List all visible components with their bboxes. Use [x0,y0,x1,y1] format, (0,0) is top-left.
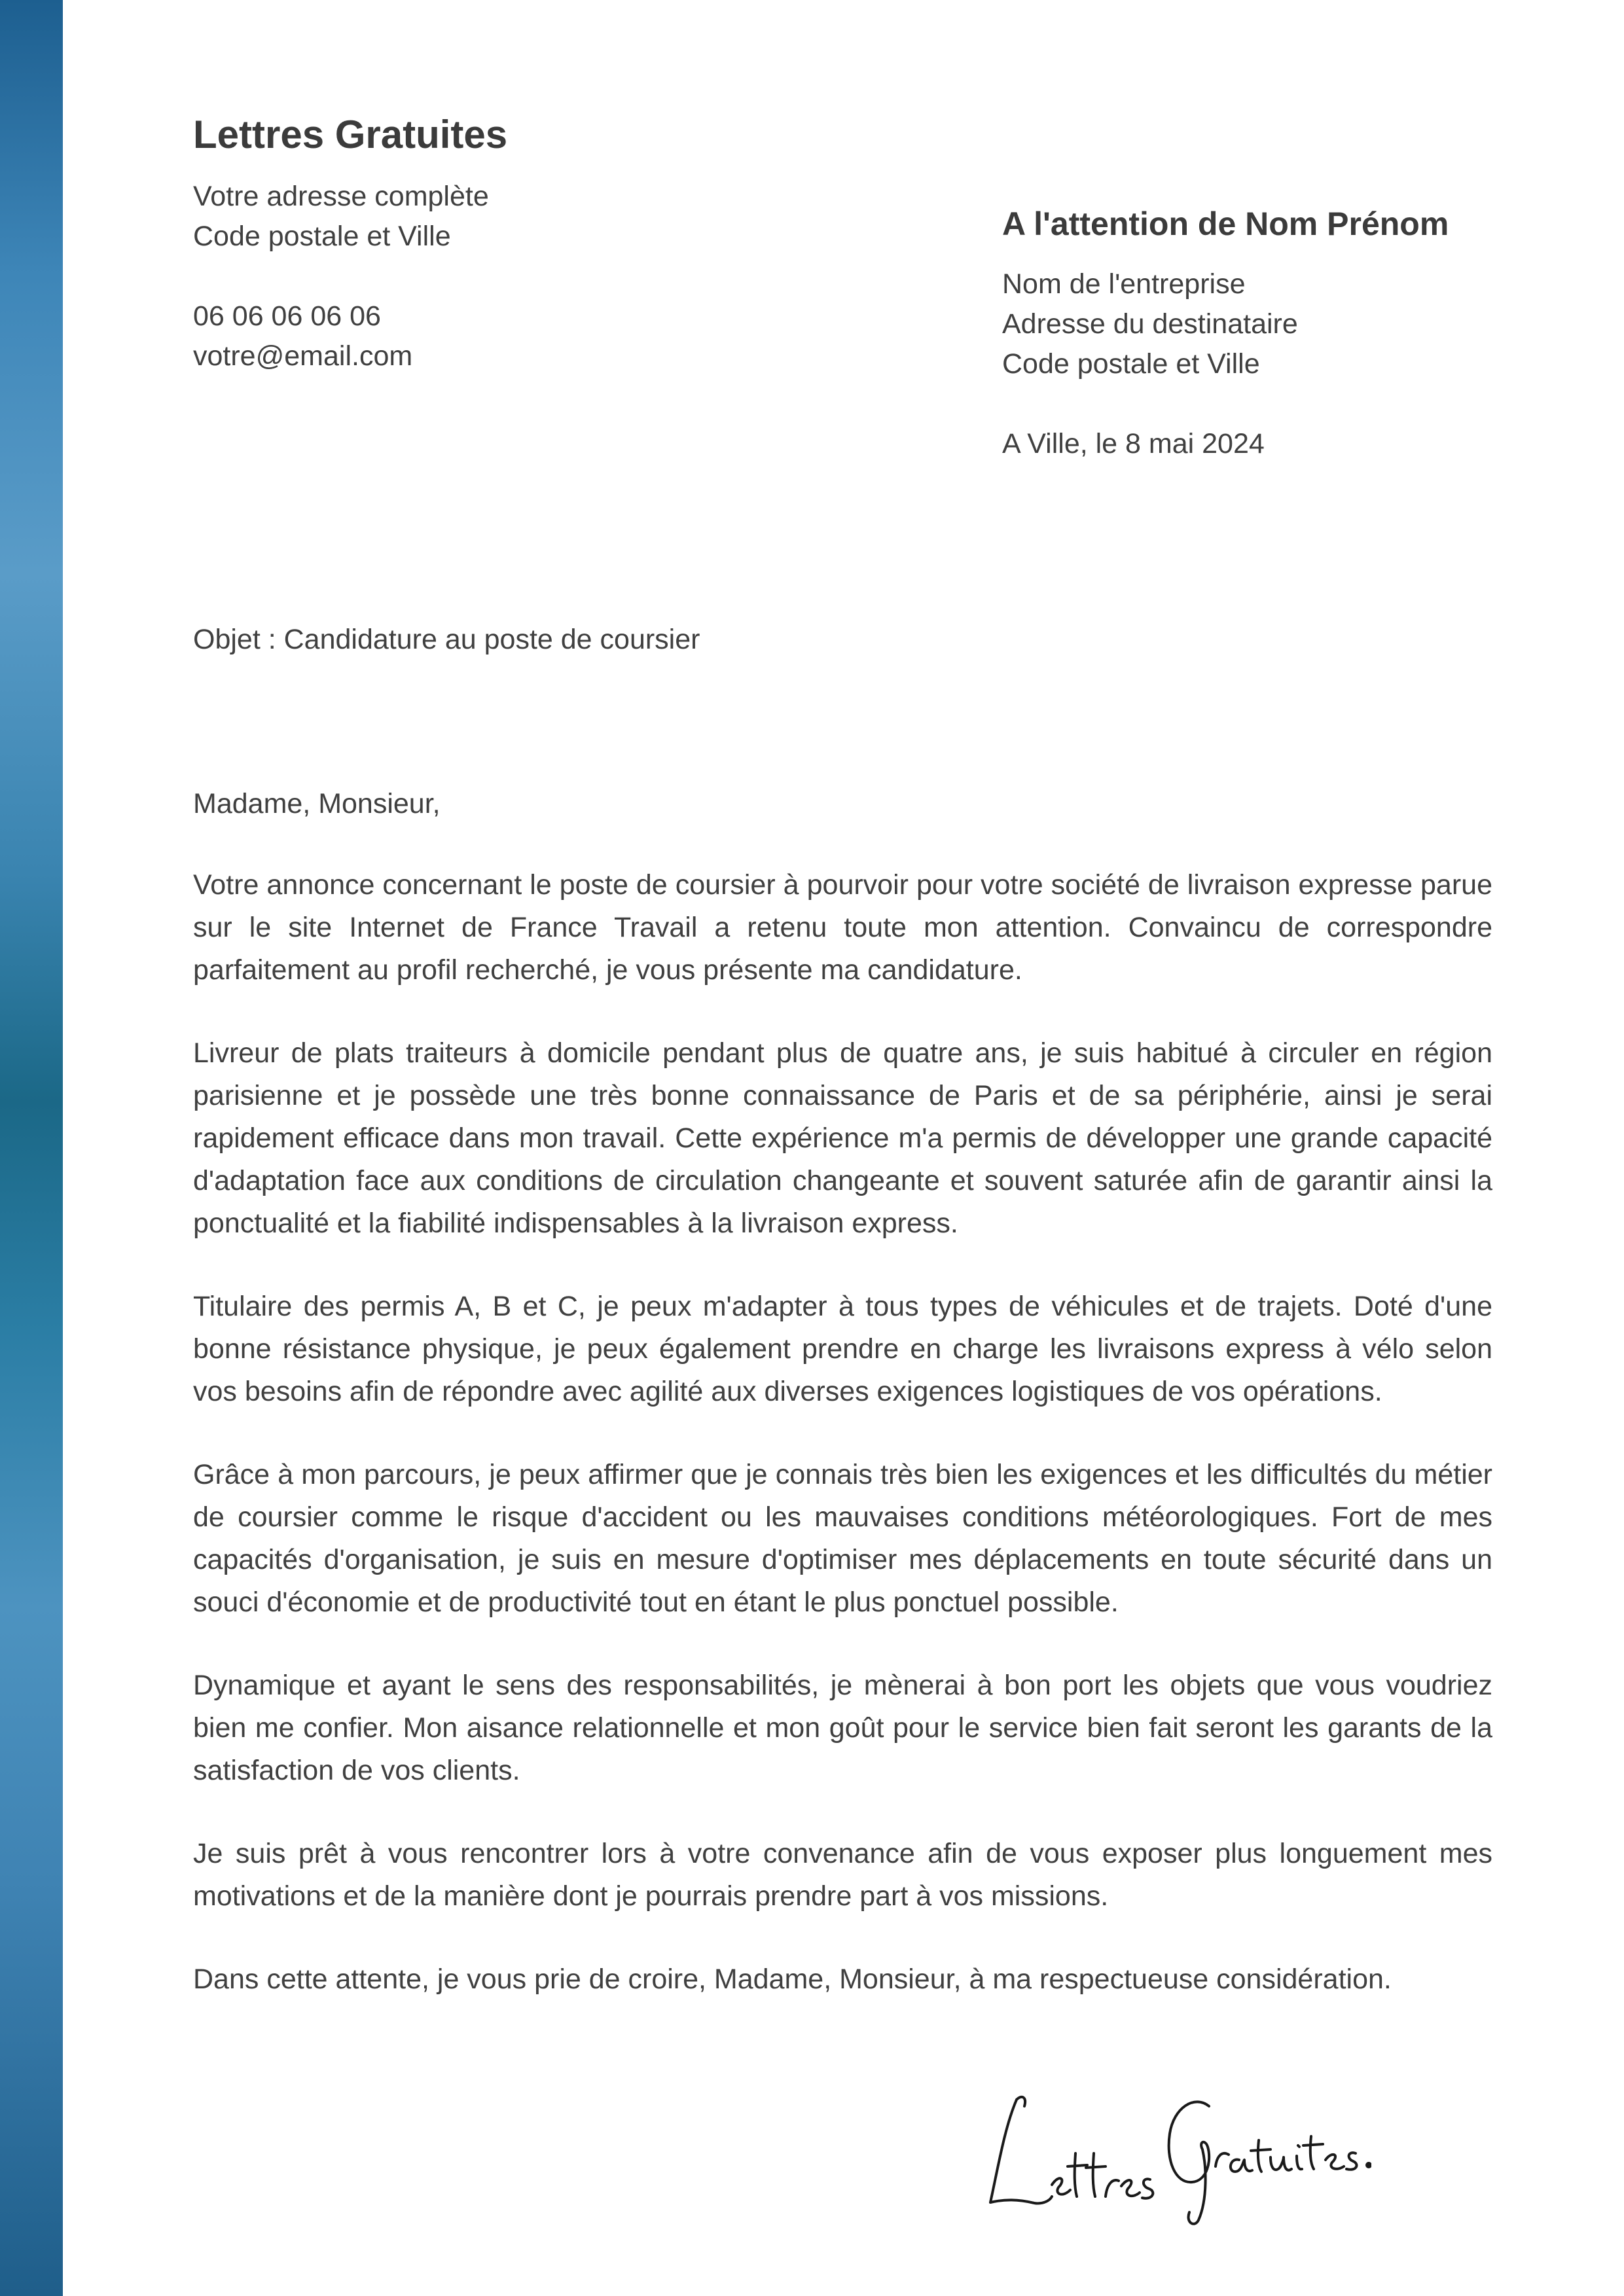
recipient-company: Nom de l'entreprise [1002,268,1246,300]
recipient-city: Code postale et Ville [1002,348,1260,380]
body-paragraph: Livreur de plats traiteurs à domicile pendant plus de quatre ans, je suis habitué à circuler en région parisienne et je possède une très bonne connaissance de Paris et de sa périphérie, ainsi je serai rapidement efficace dans mon travail. Cette expérience m'a permis de développer une grande capacité d'adaptation face aux conditions de circulation changeante et souvent saturée afin de garantir ainsi la ponctualité et la fiabilité indispensables à la livraison express. [193,1037,1492,1239]
letter-salutation: Madame, Monsieur, [193,788,441,819]
body-paragraph: Votre annonce concernant le poste de coursier à pourvoir pour votre société de livraison expresse parue sur le site Internet de France Travail a retenu toute mon attention. Convaincu de correspondre parfaitement au profil recherché, je vous présente ma candidature. [193,869,1492,986]
recipient-block [1002,203,1578,464]
body-paragraph: Titulaire des permis A, B et C, je peux m'adapter à tous types de véhicules et de trajets. Doté d'une bonne résistance physique, je peux également prendre en charge les livraisons express à vélo selon vos besoins afin de répondre avec agilité aux diverses exigences logistiques de vos opérations. [193,1291,1492,1407]
recipient-address: Adresse du destinataire [1002,308,1298,340]
letter-date-place: A Ville, le 8 mai 2024 [1002,428,1265,459]
sender-block [193,111,782,376]
letter-subject: Objet : Candidature au poste de coursier [193,624,700,655]
letter-body [193,864,1492,2041]
sender-phone: 06 06 06 06 06 [193,300,381,332]
handwritten-signature [979,2068,1371,2225]
sender-email: votre@email.com [193,340,413,372]
sender-name: Lettres Gratuites [193,113,508,156]
body-paragraph: Dynamique et ayant le sens des responsabilités, je mènerai à bon port les objets que vous voudriez bien me confier. Mon aisance relationnelle et mon goût pour le service bien fait seront les garants de la satisfaction de vos clients. [193,1670,1492,1786]
body-paragraph: Grâce à mon parcours, je peux affirmer que je connais très bien les exigences et les difficultés du métier de coursier comme le risque d'accident ou les mauvaises conditions météorologiques. Fort de mes capacités d'organisation, je suis en mesure d'optimiser mes déplacements en toute sécurité dans un souci d'économie et de productivité tout en étant le plus ponctuel possible. [193,1459,1492,1618]
decorative-side-band [0,0,63,2296]
body-paragraph: Je suis prêt à vous rencontrer lors à votre convenance afin de vous exposer plus longuement mes motivations et de la manière dont je pourrais prendre part à vos missions. [193,1838,1492,1912]
sender-address-line2: Code postale et Ville [193,221,451,252]
body-paragraph: Dans cette attente, je vous prie de croire, Madame, Monsieur, à ma respectueuse considération. [193,1964,1392,1995]
recipient-attention: A l'attention de Nom Prénom [1002,206,1449,242]
sender-address-line1: Votre adresse complète [193,181,489,212]
